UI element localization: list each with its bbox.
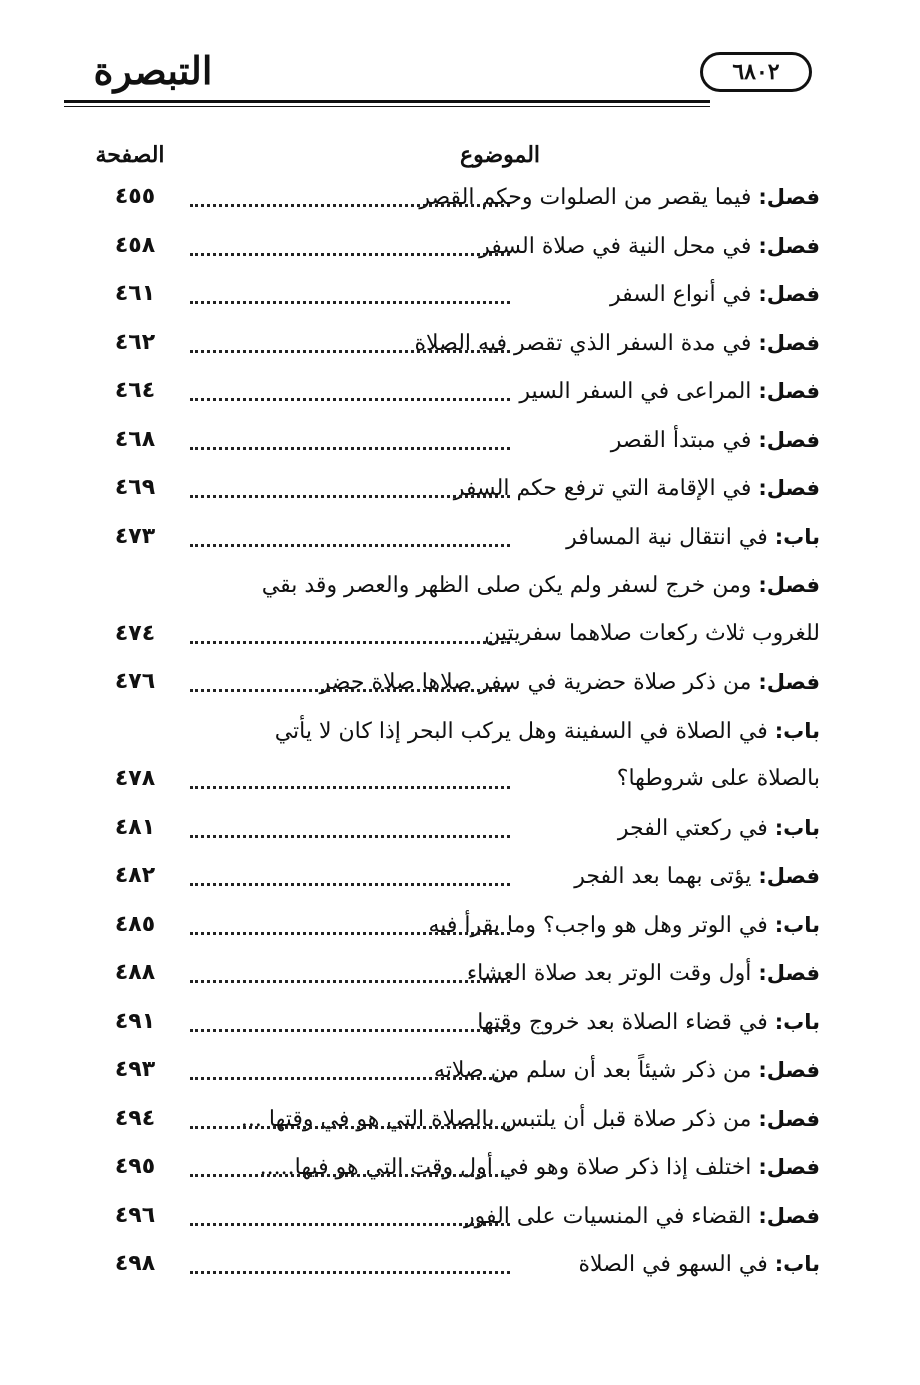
entry-title-continuation: للغروب ثلاث ركعات صلاهما سفريتين <box>484 620 820 646</box>
toc-entry-text <box>618 811 820 845</box>
toc-entry-line <box>90 568 820 602</box>
leader-dots <box>190 1015 510 1032</box>
toc-entry <box>90 326 820 360</box>
entry-page-number: ٤٧٨ <box>114 766 156 791</box>
toc-entry <box>90 811 820 845</box>
toc-entry <box>90 1102 820 1136</box>
toc-entry <box>90 471 820 505</box>
leader-dots <box>190 1160 510 1177</box>
entry-keyword: فصل: <box>758 330 820 355</box>
entry-keyword: فصل: <box>758 1203 820 1228</box>
leader-dots <box>190 239 510 256</box>
entry-title: في السهو في الصلاة <box>578 1252 775 1277</box>
entry-title-continuation: بالصلاة على شروطها؟ <box>616 766 820 791</box>
leader-dots <box>190 336 510 353</box>
leader-dots <box>190 530 510 547</box>
entry-keyword: فصل: <box>758 573 820 597</box>
entry-title: فيما يقصر من الصلوات وحكم القصر <box>419 185 759 210</box>
entry-page-number: ٤٩١ <box>114 1008 156 1034</box>
entry-keyword: فصل: <box>758 670 820 694</box>
entry-keyword: فصل: <box>758 864 820 888</box>
entry-keyword: فصل: <box>758 476 820 500</box>
toc-entry <box>90 1199 820 1233</box>
entry-keyword: فصل: <box>758 185 820 209</box>
toc-entry <box>90 180 820 214</box>
entry-title: في مبتدأ القصر <box>610 427 759 453</box>
toc-entry <box>90 423 820 457</box>
leader-dots <box>190 1257 510 1274</box>
header-rule <box>64 100 710 103</box>
entry-title: القضاء في المنسيات على الفور <box>463 1203 759 1229</box>
entry-title: من ذكر صلاة حضرية في سفر صلاها صلاة حضر <box>319 670 759 695</box>
leader-dots <box>190 433 510 450</box>
entry-title: يؤتى بهما بعد الفجر <box>574 864 759 889</box>
topic-column-header: الموضوع <box>459 142 541 168</box>
entry-keyword: فصل: <box>758 1155 820 1179</box>
entry-page-number: ٤٥٥ <box>114 184 156 209</box>
leader-dots <box>190 627 510 644</box>
toc-entry <box>90 859 820 893</box>
entry-page-number: ٤٩٤ <box>114 1105 156 1131</box>
leader-dots <box>190 1112 510 1129</box>
book-title: التبصرة <box>93 48 213 93</box>
page-header <box>60 40 830 110</box>
entry-title: في ركعتي الفجر <box>617 815 775 841</box>
leader-dots <box>190 384 510 401</box>
toc-entry <box>90 520 820 554</box>
entry-title: من ذكر شيئاً بعد أن سلم من صلاته <box>433 1058 759 1083</box>
entry-page-number: ٤٧٤ <box>114 620 156 646</box>
toc-entry-text <box>611 423 820 457</box>
toc-entry-text <box>566 520 820 554</box>
toc-entry-text <box>610 277 820 311</box>
leader-dots <box>190 966 510 983</box>
leader-dots <box>190 821 510 838</box>
leader-dots <box>190 918 510 935</box>
entry-title: في انتقال نية المسافر <box>566 524 775 550</box>
entry-page-number: ٤٨٨ <box>114 960 156 985</box>
entry-title: في محل النية في صلاة السفر <box>479 233 759 259</box>
leader-dots <box>190 869 510 886</box>
entry-title: في أنواع السفر <box>610 282 759 307</box>
entry-keyword: باب: <box>774 912 820 937</box>
entry-page-number: ٤٩٦ <box>114 1202 156 1228</box>
toc-entry <box>90 908 820 942</box>
entry-keyword: فصل: <box>758 1058 820 1082</box>
entry-page-number: ٤٦١ <box>114 281 156 306</box>
entry-keyword: فصل: <box>758 282 820 306</box>
leader-dots <box>190 287 510 304</box>
toc-entry-text <box>477 1005 820 1039</box>
toc-entry-text <box>479 229 820 263</box>
entry-keyword: باب: <box>774 815 820 840</box>
entry-title: في مدة السفر الذي تقصر فيه الصلاة <box>414 330 759 356</box>
leader-dots <box>190 1209 510 1226</box>
entry-keyword: باب: <box>774 524 820 549</box>
toc-entry <box>90 277 820 311</box>
entry-page-number: ٤٦٩ <box>114 475 156 500</box>
entry-page-number: ٤٥٨ <box>114 232 156 258</box>
toc-entry-text <box>574 859 820 893</box>
toc-entry <box>90 1150 820 1184</box>
entry-title: المراعى في السفر السير <box>519 379 759 404</box>
toc-entry-text <box>467 956 820 990</box>
entry-page-number: ٤٦٤ <box>114 378 156 403</box>
toc-entry <box>90 762 820 796</box>
leader-dots <box>190 675 510 692</box>
toc-entry <box>90 1247 820 1281</box>
page-number: ٦٨٠٢ <box>700 52 812 92</box>
entry-title: ومن خرج لسفر ولم يكن صلى الظهر والعصر وقد بقي <box>261 573 759 598</box>
entry-keyword: فصل: <box>758 961 820 985</box>
entry-page-number: ٤٦٢ <box>114 329 156 355</box>
entry-title: في الوتر وهل هو واجب؟ وما يقرأ فيه <box>428 912 775 938</box>
leader-dots <box>190 772 510 789</box>
page-column-header: الصفحة <box>95 142 165 168</box>
entry-page-number: ٤٩٣ <box>114 1057 156 1082</box>
entry-keyword: باب: <box>774 718 820 743</box>
toc-entry-text <box>579 1247 820 1281</box>
toc-entry-text <box>519 374 820 408</box>
toc-entry <box>90 665 820 699</box>
entry-page-number: ٤٨١ <box>114 814 156 840</box>
entry-title: من ذكر صلاة قبل أن يلتبس بالصلاة التي هو في وقتها ... <box>240 1106 759 1132</box>
entry-keyword: فصل: <box>758 233 820 258</box>
toc-entry <box>90 374 820 408</box>
leader-dots <box>190 1063 510 1080</box>
toc-entry <box>90 229 820 263</box>
toc-entry <box>90 617 820 651</box>
toc-entry-text <box>464 1199 820 1233</box>
entry-title: في الصلاة في السفينة وهل يركب البحر إذا كان لا يأتي <box>274 718 775 744</box>
entry-page-number: ٤٩٨ <box>114 1251 156 1276</box>
entry-title: في قضاء الصلاة بعد خروج وقتها <box>477 1009 775 1035</box>
entry-page-number: ٤٩٥ <box>114 1154 156 1179</box>
entry-title: في الإقامة التي ترفع حكم السفر <box>453 476 759 501</box>
toc-entry-text <box>262 568 820 602</box>
entry-title: اختلف إذا ذكر صلاة وهو في أول وقت التي هو فيها..... <box>259 1155 759 1180</box>
entry-keyword: فصل: <box>758 427 820 452</box>
leader-dots <box>190 190 510 207</box>
entry-page-number: ٤٧٦ <box>114 669 156 694</box>
leader-dots <box>190 481 510 498</box>
entry-title: أول وقت الوتر بعد صلاة العشاء <box>466 961 759 986</box>
entry-page-number: ٤٨٢ <box>114 863 156 888</box>
toc-entry-text <box>275 714 820 748</box>
toc-entry <box>90 956 820 990</box>
toc-entry <box>90 1053 820 1087</box>
toc-entry <box>90 1005 820 1039</box>
entry-page-number: ٤٦٨ <box>114 426 156 452</box>
entry-page-number: ٤٨٥ <box>114 911 156 937</box>
entry-keyword: فصل: <box>758 1106 820 1131</box>
entry-keyword: باب: <box>774 1252 820 1276</box>
entry-keyword: باب: <box>774 1009 820 1034</box>
header-rule-thin <box>64 106 710 107</box>
entry-page-number: ٤٧٣ <box>114 523 156 549</box>
entry-keyword: فصل: <box>758 379 820 403</box>
toc-entry-line <box>90 714 820 748</box>
